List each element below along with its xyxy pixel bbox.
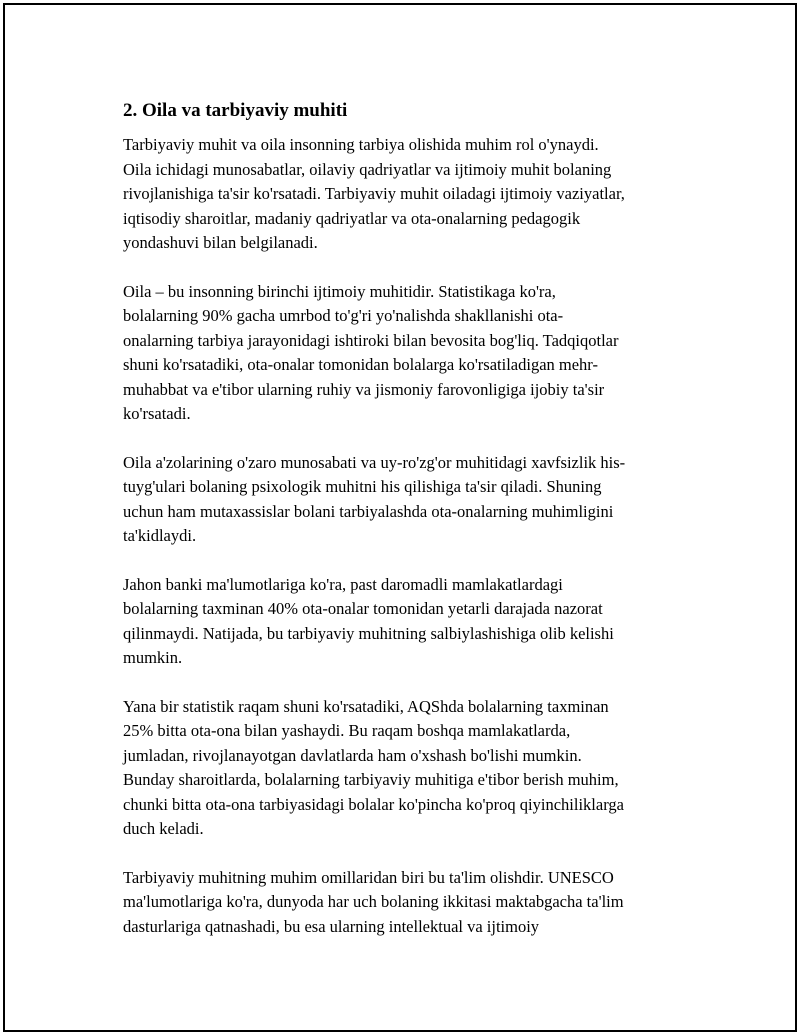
paragraph-4: Jahon banki ma'lumotlariga ko'ra, past daromadli mamlakatlardagi bolalarning taxminan 40% ota-onalar tomonidan yetarli darajada nazorat qilinmaydi. Natijada, bu tarbiyaviy muhitning salbiylashishiga olib kelishi mumkin. [123,574,614,667]
paragraph-6: Tarbiyaviy muhitning muhim omillaridan biri bu ta'lim olishdir. UNESCO ma'lumotlariga ko'ra, dunyoda har uch bolaning ikkitasi maktabgacha ta'lim dasturlariga qatnashadi, bu esa ularning intellektual va ijtimoiy [123,867,624,936]
paragraph-2: Oila – bu insonning birinchi ijtimoiy muhitidir. Statistikaga ko'ra, bolalarning 90% gacha umrbod to'g'ri yo'nalishda shakllanishi ota- onalarning tarbiya jarayonidagi ishtiroki bilan bevosita bog'liq. Tadqiqotlar shuni ko'rsatadiki, ota-onalar tomonidan bolalarga ko'rsatiladigan mehr- muhabbat va e'tibor ularning ruhiy va jismoniy farovonligiga ijobiy ta'sir ko'rsatadi. [123,281,619,423]
page-border [3,3,797,1032]
paragraph-1: Tarbiyaviy muhit va oila insonning tarbiya olishida muhim rol o'ynaydi. Oila ichidagi munosabatlar, oilaviy qadriyatlar va ijtimoiy muhit bolaning rivojlanishiga ta'sir ko'rsatadi. Tarbiyaviy muhit oiladagi ijtimoiy vaziyatlar, iqtisodiy sharoitlar, madaniy qadriyatlar va ota-onalarning pedagogik yondashuvi bilan belgilanadi. [123,135,625,252]
paragraph-5: Yana bir statistik raqam shuni ko'rsatadiki, AQShda bolalarning taxminan 25% bitta ota-ona bilan yashaydi. Bu raqam boshqa mamlakatlarda, jumladan, rivojlanayotgan davlatlarda ham o'xshash bo'lishi mumkin. Bunday sharoitlarda, bolalarning tarbiyaviy muhitiga e'tibor berish muhim, chunki bitta ota-ona tarbiyasidagi bolalar ko'pincha ko'proq qiyinchiliklarga duch keladi. [123,696,624,838]
document-body [123,99,703,963]
section-heading: 2. Oila va tarbiyaviy muhiti [123,100,348,121]
paragraph-3: Oila a'zolarining o'zaro munosabati va uy-ro'zg'or muhitidagi xavfsizlik his- tuyg'ulari bolaning psixologik muhitni his qilishiga ta'sir qiladi. Shuning uchun ham mutaxassislar bolani tarbiyalashda ota-onalarning muhimligini ta'kidlaydi. [123,452,626,545]
